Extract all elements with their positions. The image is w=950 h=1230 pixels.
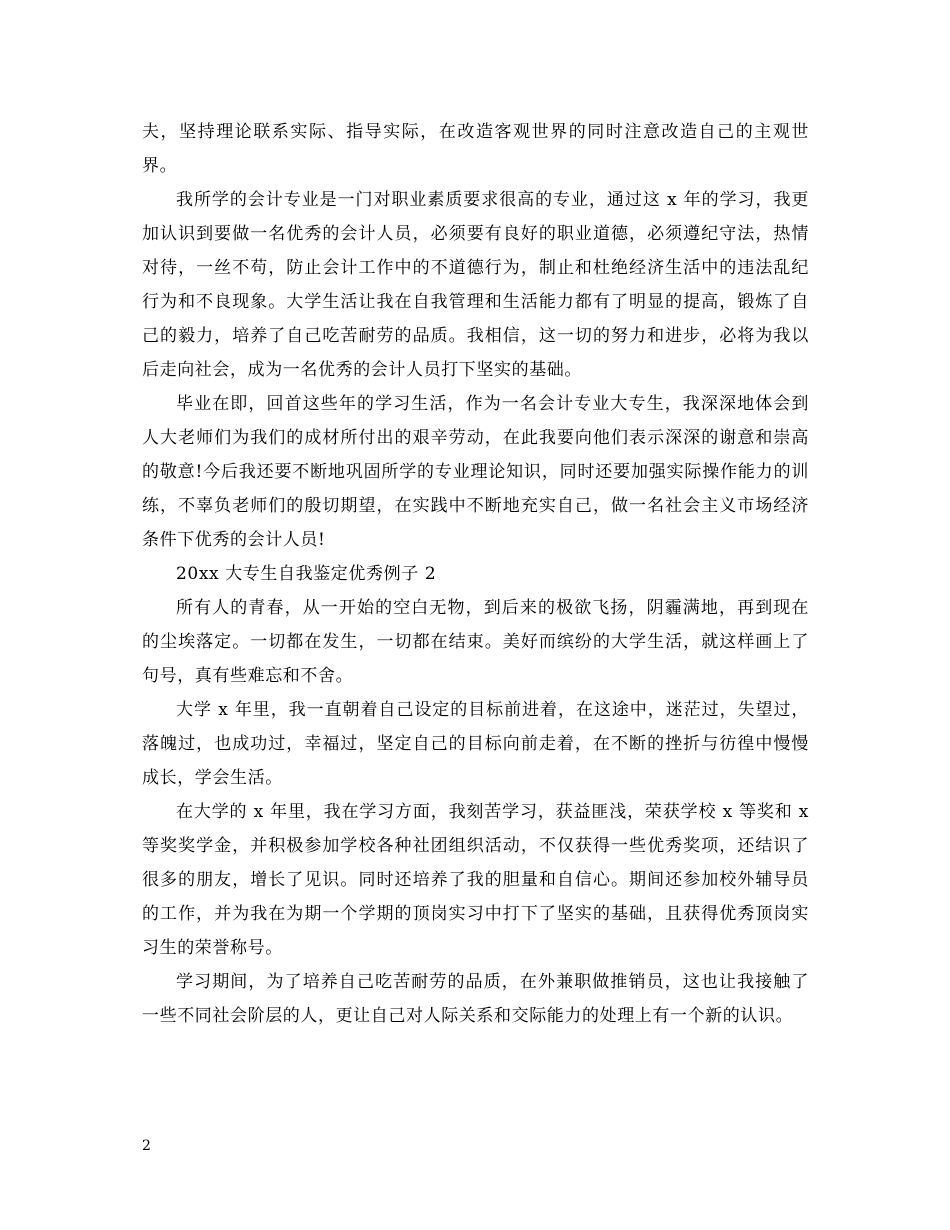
paragraph-study: 在大学的 x 年里，我在学习方面，我刻苦学习，获益匪浅，荣获学校 x 等奖和 x 等奖奖学金，并积极参加学校各种社团组织活动，不仅获得一些优秀奖项，还结识了很多的朋友，增长了见识。同时还培养了我的胆量和自信心。期间还参加校外辅导员的工作，并为我在为期一个学期的顶岗实习中打下了坚实的基础，且获得优秀顶岗实习生的荣誉称号。	[142, 802, 809, 958]
paragraph-accounting-major: 我所学的会计专业是一门对职业素质要求很高的专业，通过这 x 年的学习，我更加认识到要做一名优秀的会计人员，必须要有良好的职业道德，必须遵纪守法，热情对待，一丝不苟，防止会计工作中的不道德行为，制止和杜绝经济生活中的违法乱纪行为和不良现象。大学生活让我在自我管理和生活能力都有了明显的提高，锻炼了自己的毅力，培养了自己吃苦耐劳的品质。我相信，这一切的努力和进步，必将为我以后走向社会，成为一名优秀的会计人员打下坚实的基础。	[142, 190, 809, 380]
paragraph-youth: 所有人的青春，从一开始的空白无物，到后来的极欲飞扬，阴霾满地，再到现在的尘埃落定。一切都在发生，一切都在结束。美好而缤纷的大学生活，就这样画上了句号，真有些难忘和不舍。	[142, 598, 809, 686]
document-body	[142, 115, 809, 1033]
page-number: 2	[142, 1138, 151, 1154]
paragraph-graduation: 毕业在即，回首这些年的学习生活，作为一名会计专业大专生，我深深地体会到人大老师们为我们的成材所付出的艰辛劳动，在此我要向他们表示深深的谢意和崇高的敬意!今后我还要不断地巩固所学的专业理论知识，同时还要加强实际操作能力的训练，不辜负老师们的殷切期望，在实践中不断地充实自己，做一名社会主义市场经济条件下优秀的会计人员!	[142, 394, 809, 550]
paragraph-parttime: 学习期间，为了培养自己吃苦耐劳的品质，在外兼职做推销员，这也让我接触了一些不同社会阶层的人，更让自己对人际关系和交际能力的处理上有一个新的认识。	[142, 972, 809, 1026]
paragraph-continuation: 夫，坚持理论联系实际、指导实际，在改造客观世界的同时注意改造自己的主观世界。	[142, 122, 809, 176]
paragraph-goals: 大学 x 年里，我一直朝着自己设定的目标前进着，在这途中，迷茫过，失望过，落魄过，也成功过，幸福过，坚定自己的目标向前走着，在不断的挫折与彷徨中慢慢成长，学会生活。	[142, 700, 809, 788]
section-heading: 20xx 大专生自我鉴定优秀例子 2	[176, 564, 437, 584]
